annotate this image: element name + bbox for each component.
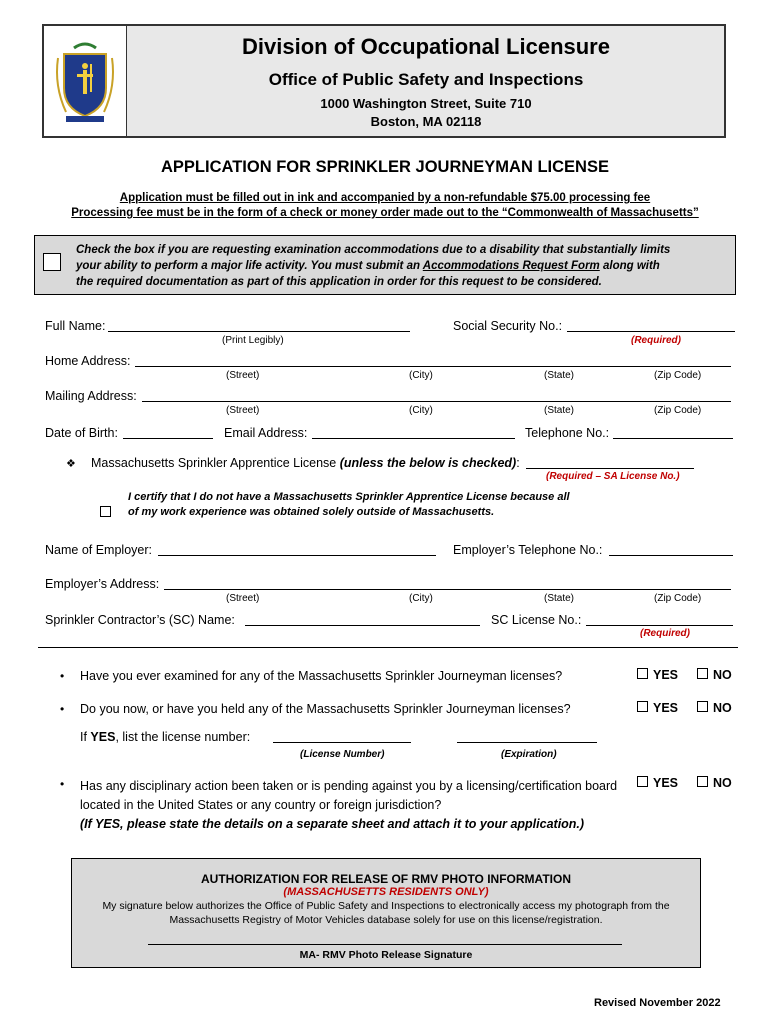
employer-state-hint: (State) [544, 593, 575, 604]
question-1-yes-label: YES [653, 668, 679, 682]
home-city-hint: (City) [409, 370, 433, 381]
full-name-label: Full Name: [45, 319, 106, 333]
employer-street-hint: (Street) [226, 593, 260, 604]
email-input[interactable] [312, 438, 515, 439]
question-3-line-2: located in the United States or any country or foreign jurisdiction? [80, 798, 442, 812]
accommodations-checkbox[interactable] [43, 253, 61, 271]
sc-license-required: (Required) [640, 628, 690, 639]
accommodations-form-link[interactable]: Accommodations Request Form [422, 260, 600, 272]
employer-city-hint: (City) [409, 593, 433, 604]
dob-label: Date of Birth: [45, 426, 118, 440]
question-3-no-checkbox[interactable] [697, 776, 708, 787]
accommodations-line-1: Check the box if you are requesting examination accommodations due to a disability that substantially limits [76, 244, 671, 256]
section-divider [38, 647, 738, 648]
ssn-input[interactable] [567, 331, 735, 332]
email-label: Email Address: [224, 426, 308, 440]
employer-telephone-input[interactable] [609, 555, 733, 556]
sc-license-input[interactable] [586, 625, 733, 626]
address-line-1: 1000 Washington Street, Suite 710 [320, 96, 532, 111]
ssn-required: (Required) [631, 335, 681, 346]
home-state-hint: (State) [544, 370, 575, 381]
if-yes-label: If YES, list the license number: [80, 730, 251, 744]
rmv-signature-label: MA- RMV Photo Release Signature [299, 949, 473, 961]
mailing-zip-hint: (Zip Code) [654, 405, 702, 416]
rmv-text-2: Massachusetts Registry of Motor Vehicles database solely for use on this license/registration. [169, 914, 603, 926]
mailing-address-input[interactable] [142, 401, 731, 402]
massachusetts-seal-icon [44, 26, 126, 136]
telephone-label: Telephone No.: [525, 426, 610, 440]
sc-name-input[interactable] [245, 625, 480, 626]
question-3-text [80, 777, 625, 834]
diamond-bullet-icon: ❖ [66, 458, 76, 470]
agency-title: Division of Occupational Licensure [242, 34, 610, 59]
accommodations-text [76, 242, 732, 290]
question-2-yes-checkbox[interactable] [637, 701, 648, 712]
mailing-address-label: Mailing Address: [45, 389, 137, 403]
dob-input[interactable] [123, 438, 213, 439]
employer-name-label: Name of Employer: [45, 543, 152, 557]
question-2-no-label: NO [713, 701, 732, 715]
instruction-line-2: Processing fee must be in the form of a check or money order made out to the “Commonwealth of Massachusetts” [71, 207, 699, 219]
sc-license-label: SC License No.: [491, 613, 582, 627]
accommodations-line-2: your ability to perform a major life activity. You must submit an Accommodations Request Form along with [76, 260, 660, 272]
expiration-input[interactable] [457, 742, 597, 743]
rmv-text-1: My signature below authorizes the Office of Public Safety and Inspections to electronically access my photograph from the [102, 900, 670, 912]
question-1-no-label: NO [713, 668, 732, 682]
home-street-hint: (Street) [226, 370, 260, 381]
certify-line-1: I certify that I do not have a Massachusetts Sprinkler Apprentice License because all [128, 491, 570, 503]
home-address-label: Home Address: [45, 354, 131, 368]
telephone-input[interactable] [613, 438, 733, 439]
license-number-input[interactable] [273, 742, 411, 743]
employer-telephone-label: Employer’s Telephone No.: [453, 543, 603, 557]
question-3-bullet: • [60, 777, 65, 791]
home-address-input[interactable] [135, 366, 731, 367]
print-legibly-hint: (Print Legibly) [222, 335, 284, 346]
apprentice-license-label: Massachusetts Sprinkler Apprentice License (unless the below is checked): [91, 456, 520, 470]
question-2-no-checkbox[interactable] [697, 701, 708, 712]
certify-checkbox[interactable] [100, 506, 111, 517]
employer-zip-hint: (Zip Code) [654, 593, 702, 604]
question-1-no-checkbox[interactable] [697, 668, 708, 679]
question-1-yes-checkbox[interactable] [637, 668, 648, 679]
accommodations-line-3: the required documentation as part of this application in order for this request to be considered. [76, 276, 602, 288]
mailing-city-hint: (City) [409, 405, 433, 416]
question-3-yes-checkbox[interactable] [637, 776, 648, 787]
employer-address-label: Employer’s Address: [45, 577, 160, 591]
question-3-line-1: Has any disciplinary action been taken or is pending against you by a licensing/certification board [80, 779, 618, 793]
certify-line-2: of my work experience was obtained solely outside of Massachusetts. [128, 506, 495, 518]
question-1-text: Have you ever examined for any of the Massachusetts Sprinkler Journeyman licenses? [80, 669, 563, 683]
question-2-yes-label: YES [653, 701, 679, 715]
certify-text [128, 490, 570, 520]
sc-name-label: Sprinkler Contractor’s (SC) Name: [45, 613, 235, 627]
rmv-subtitle: (MASSACHUSETTS RESIDENTS ONLY) [283, 886, 489, 898]
employer-name-input[interactable] [158, 555, 436, 556]
mailing-street-hint: (Street) [226, 405, 260, 416]
ssn-label: Social Security No.: [453, 319, 563, 333]
question-3-line-3: (If YES, please state the details on a separate sheet and attach it to your application.) [80, 817, 585, 831]
full-name-input[interactable] [108, 331, 410, 332]
form-title: APPLICATION FOR SPRINKLER JOURNEYMAN LICENSE [161, 158, 609, 176]
question-2-text: Do you now, or have you held any of the Massachusetts Sprinkler Journeyman licenses? [80, 702, 571, 716]
employer-address-input[interactable] [164, 589, 731, 590]
instruction-line-1: Application must be filled out in ink and accompanied by a non-refundable $75.00 processing fee [119, 192, 651, 204]
question-3-yes-label: YES [653, 776, 679, 790]
office-name: Office of Public Safety and Inspections [268, 70, 584, 89]
apprentice-license-input[interactable] [526, 468, 694, 469]
question-1-bullet: • [60, 669, 65, 683]
mailing-state-hint: (State) [544, 405, 575, 416]
rmv-signature-input[interactable] [148, 944, 622, 945]
question-2-bullet: • [60, 702, 65, 716]
revised-date: Revised November 2022 [594, 997, 721, 1009]
home-zip-hint: (Zip Code) [654, 370, 702, 381]
question-3-no-label: NO [713, 776, 732, 790]
license-number-hint: (License Number) [300, 749, 385, 760]
apprentice-required: (Required – SA License No.) [546, 471, 680, 482]
address-line-2: Boston, MA 02118 [370, 114, 482, 129]
expiration-hint: (Expiration) [501, 749, 557, 760]
rmv-title: AUTHORIZATION FOR RELEASE OF RMV PHOTO INFORMATION [201, 872, 571, 886]
seal-container [44, 26, 127, 136]
